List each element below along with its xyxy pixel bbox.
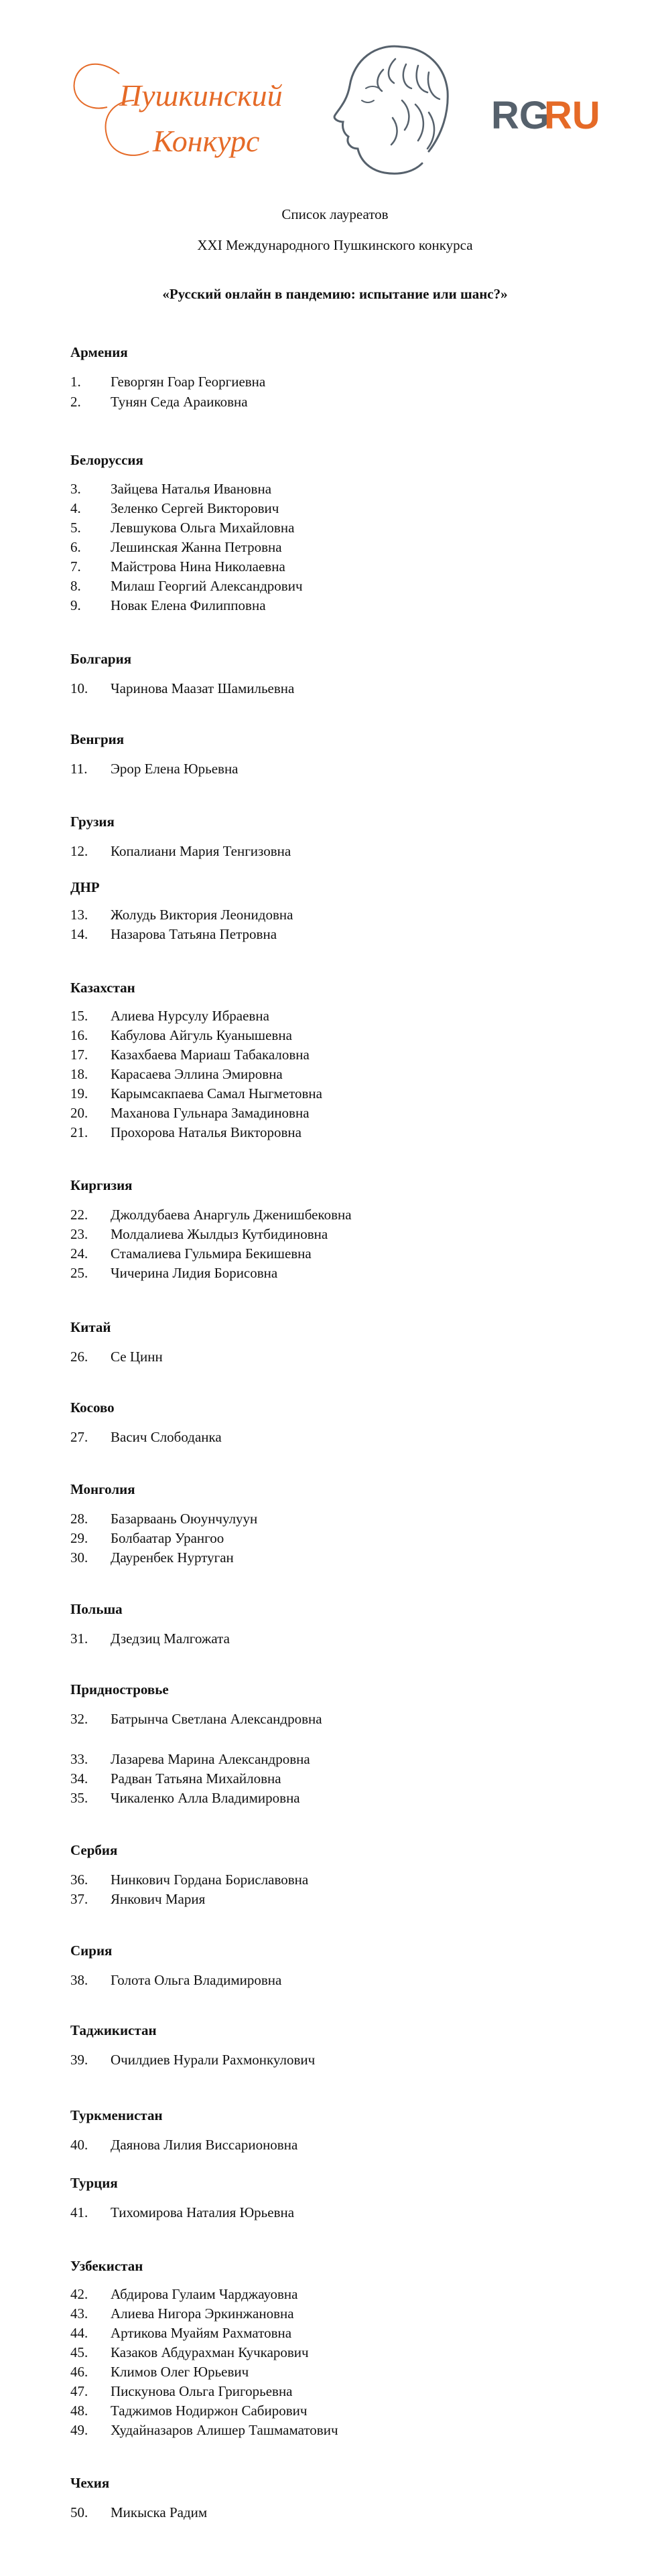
contest-logo-line1: Пушкинский	[119, 78, 283, 112]
laureate-number: 21.	[70, 1124, 88, 1140]
laureate-name: Радван Татьяна Михайловна	[111, 1770, 281, 1787]
laureate-number: 9.	[70, 597, 81, 613]
laureate-name: Жолудь Виктория Леонидовна	[111, 907, 293, 923]
laureate-name: Джолдубаева Анаргуль Дженишбековна	[111, 1207, 352, 1223]
country-heading: Сербия	[70, 1842, 118, 1858]
laureate-name: Копалиани Мария Тенгизовна	[111, 843, 291, 859]
laureate-name: Карасаева Эллина Эмировна	[111, 1066, 283, 1082]
laureate-name: Алиева Нигора Эркинжановна	[111, 2305, 294, 2322]
laureate-name: Дауренбек Нуртуган	[111, 1549, 234, 1566]
country-heading: Болгария	[70, 651, 132, 667]
laureate-name: Таджимов Нодиржон Сабирович	[111, 2403, 308, 2419]
rgru-logo	[491, 94, 600, 137]
laureate-name: Тунян Седа Араиковна	[111, 394, 248, 410]
pushkin-portrait-icon	[334, 46, 448, 173]
country-heading: Придностровье	[70, 1681, 169, 1697]
laureate-number: 13.	[70, 907, 88, 923]
laureate-name: Маханова Гульнара Замадиновна	[111, 1105, 310, 1121]
laureate-name: Майстрова Нина Николаевна	[111, 558, 285, 575]
country-heading: Таджикистан	[70, 2022, 157, 2038]
laureate-name: Тихомирова Наталия Юрьевна	[111, 2204, 295, 2220]
laureate-number: 7.	[70, 558, 81, 575]
laureate-name: Климов Олег Юрьевич	[111, 2364, 249, 2380]
laureate-name: Казаков Абдурахман Кучкарович	[111, 2344, 309, 2360]
country-heading: Турция	[70, 2175, 118, 2191]
laureate-number: 34.	[70, 1770, 88, 1787]
laureate-name: Нинкович Гордана Бориславовна	[111, 1872, 309, 1888]
laureate-name: Батрынча Светлана Александровна	[111, 1711, 322, 1727]
laureate-name: Микыска Радим	[111, 2504, 208, 2520]
country-heading: Армения	[70, 344, 128, 360]
laureate-name: Левшукова Ольга Михайловна	[111, 520, 295, 536]
laureate-number: 33.	[70, 1751, 88, 1767]
laureate-name: Назарова Татьяна Петровна	[111, 926, 277, 942]
laureate-number: 50.	[70, 2504, 88, 2520]
laureate-name: Лешинская Жанна Петровна	[111, 539, 282, 555]
country-heading: Туркменистан	[70, 2107, 163, 2123]
laureate-number: 10.	[70, 680, 88, 696]
laureate-number: 3.	[70, 481, 81, 497]
laureate-name: Артикова Муайям Рахматовна	[111, 2325, 292, 2341]
laureate-name: Стамалиева Гульмира Бекишевна	[111, 1245, 312, 1262]
laureate-number: 8.	[70, 578, 81, 594]
laureate-name: Дзедзиц Малгожата	[111, 1631, 230, 1647]
laureate-number: 30.	[70, 1549, 88, 1566]
contest-logo-line2: Конкурс	[153, 124, 260, 158]
laureate-number: 6.	[70, 539, 81, 555]
laureate-number: 1.	[70, 374, 81, 390]
laureate-number: 28.	[70, 1511, 88, 1527]
laureate-number: 38.	[70, 1972, 88, 1988]
laureate-number: 43.	[70, 2305, 88, 2322]
laureate-name: Лазарева Марина Александровна	[111, 1751, 310, 1767]
laureate-name: Васич Слободанка	[111, 1429, 222, 1445]
laureate-number: 45.	[70, 2344, 88, 2360]
laureate-number: 24.	[70, 1245, 88, 1262]
laureate-name: Казахбаева Мариаш Табакаловна	[111, 1047, 310, 1063]
laureate-number: 44.	[70, 2325, 88, 2341]
country-heading: Грузия	[70, 814, 115, 830]
laureate-number: 47.	[70, 2383, 88, 2399]
laureate-number: 40.	[70, 2137, 88, 2153]
country-heading: Косово	[70, 1399, 115, 1416]
laureate-number: 14.	[70, 926, 88, 942]
laureate-name: Чичерина Лидия Борисовна	[111, 1265, 278, 1281]
laureate-number: 25.	[70, 1265, 88, 1281]
laureate-number: 32.	[70, 1711, 88, 1727]
country-heading: Белоруссия	[70, 452, 143, 468]
country-heading: Венгрия	[70, 731, 125, 747]
laureate-name: Милаш Георгий Александрович	[111, 578, 303, 594]
laureate-number: 4.	[70, 500, 81, 516]
laureate-number: 49.	[70, 2422, 88, 2438]
laureate-number: 46.	[70, 2364, 88, 2380]
laureate-name: Се Цинн	[111, 1349, 163, 1365]
document-title: Список лауреатов	[281, 206, 389, 222]
laureate-number: 26.	[70, 1349, 88, 1365]
country-heading: ДНР	[70, 879, 100, 895]
laureate-number: 17.	[70, 1047, 88, 1063]
laureate-name: Кабулова Айгуль Куанышевна	[111, 1027, 292, 1043]
laureate-number: 37.	[70, 1891, 88, 1907]
laureate-name: Голота Ольга Владимировна	[111, 1972, 282, 1988]
laureate-name: Абдирова Гулаим Чарджауовна	[111, 2286, 298, 2302]
laureate-name: Чикаленко Алла Владимировна	[111, 1790, 300, 1806]
laureate-number: 11.	[70, 761, 88, 777]
laureate-number: 2.	[70, 394, 81, 410]
contest-logo	[74, 64, 283, 158]
laureate-name: Янкович Мария	[111, 1891, 206, 1907]
laureate-name: Пискунова Ольга Григорьевна	[111, 2383, 293, 2399]
laureate-number: 20.	[70, 1105, 88, 1121]
laureate-number: 18.	[70, 1066, 88, 1082]
country-heading: Казахстан	[70, 980, 135, 996]
laureate-number: 35.	[70, 1790, 88, 1806]
country-heading: Сирия	[70, 1943, 113, 1959]
laureate-number: 23.	[70, 1226, 88, 1242]
laureate-number: 41.	[70, 2204, 88, 2220]
laureate-name: Эрор Елена Юрьевна	[111, 761, 239, 777]
laureate-number: 22.	[70, 1207, 88, 1223]
laureate-name: Худайназаров Алишер Ташмаматович	[111, 2422, 338, 2438]
laureate-number: 5.	[70, 520, 81, 536]
laureate-name: Зеленко Сергей Викторович	[111, 500, 279, 516]
laureate-number: 42.	[70, 2286, 88, 2302]
laureate-name: Алиева Нурсулу Ибраевна	[111, 1008, 269, 1024]
laureate-number: 48.	[70, 2403, 88, 2419]
laureate-number: 39.	[70, 2052, 88, 2068]
laureate-name: Очилдиев Нурали Рахмонкулович	[111, 2052, 316, 2068]
country-heading: Узбекистан	[70, 2258, 143, 2274]
rgru-logo-ru: RU	[544, 94, 600, 137]
document-subtitle: XXI Международного Пушкинского конкурса	[197, 237, 473, 253]
laureate-name: Новак Елена Филипповна	[111, 597, 266, 613]
laureate-name: Молдалиева Жылдыз Кутбидиновна	[111, 1226, 328, 1242]
laureate-name: Базарваань Оюунчулуун	[111, 1511, 258, 1527]
laureate-name: Даянова Лилия Виссарионовна	[111, 2137, 298, 2153]
laureate-number: 19.	[70, 1085, 88, 1102]
laureate-number: 29.	[70, 1530, 88, 1546]
laureate-number: 36.	[70, 1872, 88, 1888]
country-heading: Монголия	[70, 1481, 135, 1497]
country-heading: Польша	[70, 1601, 123, 1617]
header-logos	[0, 0, 670, 194]
country-heading: Китай	[70, 1319, 111, 1335]
laureate-number: 31.	[70, 1631, 88, 1647]
laureate-name: Карымсакпаева Самал Ныгметовна	[111, 1085, 322, 1102]
laureate-name: Зайцева Наталья Ивановна	[111, 481, 272, 497]
country-heading: Чехия	[70, 2475, 110, 2491]
laureate-name: Прохорова Наталья Викторовна	[111, 1124, 302, 1140]
laureate-number: 12.	[70, 843, 88, 859]
laureate-number: 15.	[70, 1008, 88, 1024]
laureate-name: Болбаатар Урангоо	[111, 1530, 224, 1546]
laureate-name: Геворгян Гоар Георгиевна	[111, 374, 266, 390]
country-heading: Киргизия	[70, 1177, 133, 1193]
laureate-name: Чаринова Маазат Шамильевна	[111, 680, 295, 696]
document-theme: «Русский онлайн в пандемию: испытание или шанс?»	[162, 286, 508, 302]
laureate-number: 16.	[70, 1027, 88, 1043]
laureate-number: 27.	[70, 1429, 88, 1445]
rgru-logo-rg: RG	[491, 94, 549, 137]
